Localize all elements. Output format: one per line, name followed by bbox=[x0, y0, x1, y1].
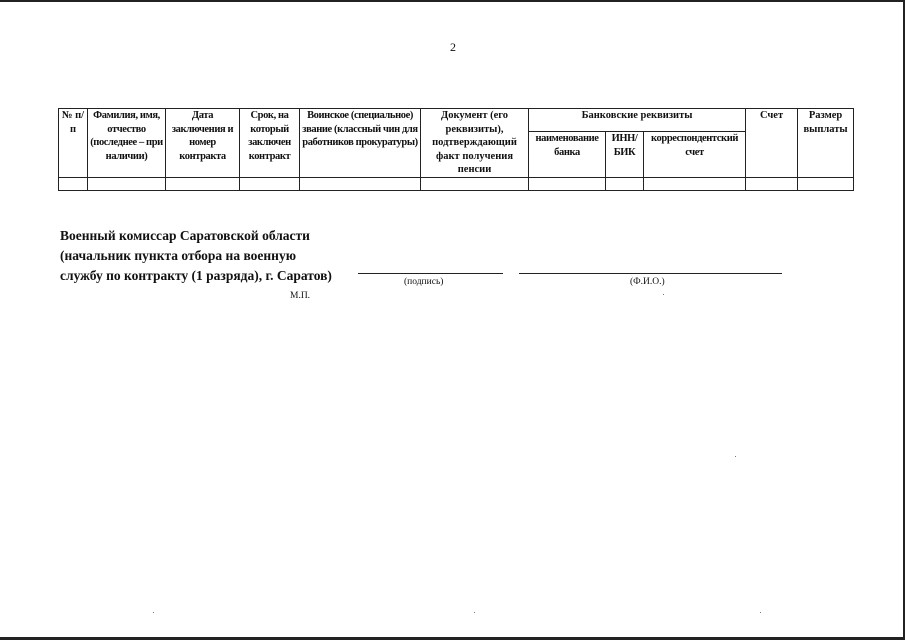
full-name-caption: (Ф.И.О.) bbox=[630, 277, 665, 287]
header-military-rank: Воинское (специальное) звание (классный чин для работников прокуратуры) bbox=[300, 109, 421, 178]
table-cell bbox=[606, 177, 644, 190]
signature-line bbox=[358, 273, 503, 274]
header-bank-name: наименование банка bbox=[529, 132, 606, 177]
signature-caption: (подпись) bbox=[404, 277, 444, 287]
scan-speck bbox=[663, 294, 664, 295]
scan-speck bbox=[735, 456, 736, 457]
table-cell bbox=[421, 177, 529, 190]
signatory-line-3: службу по контракту (1 разряда), г. Саратов) bbox=[60, 268, 332, 283]
header-number: № п/п bbox=[59, 109, 88, 178]
table-cell bbox=[300, 177, 421, 190]
table-cell bbox=[59, 177, 88, 190]
signatory-title bbox=[60, 226, 332, 286]
header-full-name: Фамилия, имя, отчество (последнее – при наличии) bbox=[88, 109, 166, 178]
table-cell bbox=[746, 177, 798, 190]
header-pension-document: Документ (его реквизиты), подтверждающий факт получения пенсии bbox=[421, 109, 529, 178]
table-cell bbox=[529, 177, 606, 190]
table-cell bbox=[88, 177, 166, 190]
header-correspondent-account: корреспондентский счет bbox=[644, 132, 746, 177]
header-payment-amount: Размер выплаты bbox=[798, 109, 854, 178]
scan-speck bbox=[760, 612, 761, 613]
signatory-line-2: (начальник пункта отбора на военную bbox=[60, 248, 297, 263]
signatory-line-1: Военный комиссар Саратовской области bbox=[60, 228, 310, 243]
scan-speck bbox=[153, 612, 154, 613]
table-cell bbox=[798, 177, 854, 190]
header-account: Счет bbox=[746, 109, 798, 178]
header-inn-bik: ИНН/ БИК bbox=[606, 132, 644, 177]
header-bank-details: Банковские реквизиты bbox=[529, 109, 746, 132]
table-row bbox=[59, 177, 854, 190]
stamp-place-caption: М.П. bbox=[290, 291, 311, 301]
header-contract-term: Срок, на который заключен контракт bbox=[240, 109, 300, 178]
table-cell bbox=[240, 177, 300, 190]
page-edge-top bbox=[0, 0, 905, 2]
header-contract-date: Дата заключения и номер контракта bbox=[166, 109, 240, 178]
scan-speck bbox=[474, 612, 475, 613]
table-cell bbox=[166, 177, 240, 190]
page-number: 2 bbox=[450, 40, 456, 54]
payment-table bbox=[58, 108, 854, 191]
table-cell bbox=[644, 177, 746, 190]
full-name-line bbox=[519, 273, 782, 274]
